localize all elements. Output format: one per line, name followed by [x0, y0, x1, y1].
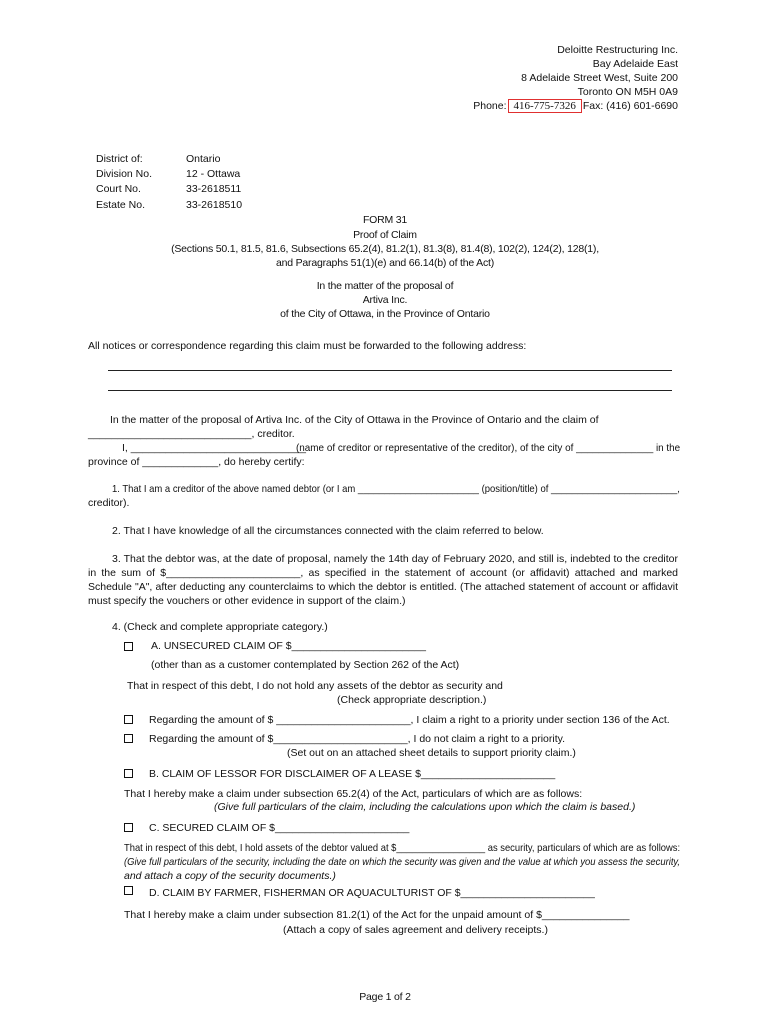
city-address: Toronto ON M5H 0A9 [577, 86, 678, 98]
category-b-line2: (Give full particulars of the claim, including the calculations upon which the claim is based.) [214, 801, 636, 813]
intro-line1: In the matter of the proposal of Artiva Inc. of the City of Ottawa in the Province of Ontario and the claim of [110, 414, 599, 426]
category-a-note: (other than as a customer contemplated by Section 262 of the Act) [151, 659, 460, 671]
category-a-option1: Regarding the amount of $ _______________________, I claim a right to a priority under section 136 of the Act. [149, 714, 670, 726]
category-a-line1: That in respect of this debt, I do not hold any assets of the debtor as security and [127, 680, 503, 692]
address-line-1[interactable] [108, 370, 672, 371]
address-line-2[interactable] [108, 390, 672, 391]
page-number: Page 1 of 2 [359, 991, 411, 1003]
category-c-line3: and attach a copy of the security documents.) [124, 870, 336, 882]
form-sections-line1: (Sections 50.1, 81.5, 81.6, Subsections 65.2(4), 81.2(1), 81.3(8), 81.4(8), 102(2), 124(2), 128(1), [171, 243, 599, 255]
firm-name: Deloitte Restructuring Inc. [557, 44, 678, 56]
division-label: Division No. [96, 168, 153, 180]
checkbox-secured-claim[interactable] [124, 823, 133, 832]
category-a-option2: Regarding the amount of $_______________________, I do not claim a right to a priority. [149, 733, 566, 745]
item-3: 3. That the debtor was, at the date of proposal, namely the 14th day of February 2020, and still is, indebted to the creditor in the sum of $_______________________, as specified in the statement of account (or affidavit) attached and marked Schedule "A", after deducting any counterclaims to which the debtor is entitled. (The attached statement of account or affidavit must specify the vouchers or other evidence in support of the claim.) [88, 553, 678, 607]
court-label: Court No. [96, 183, 141, 195]
fax-number: Fax: (416) 601-6690 [582, 100, 678, 112]
item-1-line1: 1. That I am a creditor of the above named debtor (or I am _______________________ (position/title) of ________________________, [112, 483, 680, 495]
matter-line3: of the City of Ottawa, in the Province of Ontario [280, 308, 490, 320]
category-c-title: C. SECURED CLAIM OF $_______________________ [149, 822, 410, 834]
checkbox-no-priority[interactable] [124, 734, 133, 743]
district-label: District of: [96, 153, 143, 165]
category-a-title: A. UNSECURED CLAIM OF $_______________________ [151, 640, 426, 652]
debtor-name: Artiva Inc. [362, 294, 408, 306]
form-title: Proof of Claim [353, 229, 417, 241]
estate-value: 33-2618510 [186, 199, 243, 211]
phone-number-box[interactable]: 416-775-7326 [508, 99, 582, 113]
item-4: 4. (Check and complete appropriate category.) [112, 621, 328, 633]
building-name: Bay Adelaide East [592, 58, 678, 70]
form-number: FORM 31 [362, 214, 408, 226]
category-d-title: D. CLAIM BY FARMER, FISHERMAN OR AQUACULTURIST OF $_______________________ [149, 887, 595, 899]
division-value: 12 - Ottawa [186, 168, 241, 180]
item-2: 2. That I have knowledge of all the circumstances connected with the claim referred to below. [112, 525, 544, 537]
checkbox-unsecured[interactable] [124, 642, 133, 651]
category-a-option2-note: (Set out on an attached sheet details to support priority claim.) [287, 747, 576, 759]
category-c-line2: (Give full particulars of the security, including the date on which the security was given and the value at which you assess the security, [124, 856, 681, 868]
intro-line3a: I, ______________________________ [122, 442, 306, 454]
district-value: Ontario [186, 153, 221, 165]
intro-line4: province of _____________, do hereby certify: [88, 456, 305, 468]
category-b-title: B. CLAIM OF LESSOR FOR DISCLAIMER OF A LEASE $_______________________ [149, 768, 556, 780]
checkbox-farmer-claim[interactable] [124, 886, 133, 895]
category-b-line1: That I hereby make a claim under subsection 65.2(4) of the Act, particulars of which are as follows: [124, 788, 583, 800]
street-address: 8 Adelaide Street West, Suite 200 [521, 72, 678, 84]
intro-line3b: (name of creditor or representative of the creditor), of the city of ______________ in the [296, 442, 681, 454]
notice-text: All notices or correspondence regarding this claim must be forwarded to the following address: [88, 340, 527, 352]
category-c-line1: That in respect of this debt, I hold assets of the debtor valued at $_________________ as security, particulars of which are as follows: [124, 842, 681, 854]
category-d-line1: That I hereby make a claim under subsection 81.2(1) of the Act for the unpaid amount of $_______________ [124, 909, 630, 921]
phone-label: Phone: [473, 100, 507, 112]
category-d-line2: (Attach a copy of sales agreement and delivery receipts.) [283, 924, 548, 936]
court-value: 33-2618511 [186, 183, 242, 195]
checkbox-lessor-claim[interactable] [124, 769, 133, 778]
category-a-line2: (Check appropriate description.) [337, 694, 487, 706]
contact-line [473, 99, 678, 113]
form-sections-line2: and Paragraphs 51(1)(e) and 66.14(b) of the Act) [275, 257, 495, 269]
matter-line1: In the matter of the proposal of [316, 280, 454, 292]
intro-line2: ____________________________, creditor. [88, 428, 295, 440]
item-1-line2: creditor). [88, 497, 130, 509]
checkbox-priority[interactable] [124, 715, 133, 724]
estate-label: Estate No. [96, 199, 146, 211]
